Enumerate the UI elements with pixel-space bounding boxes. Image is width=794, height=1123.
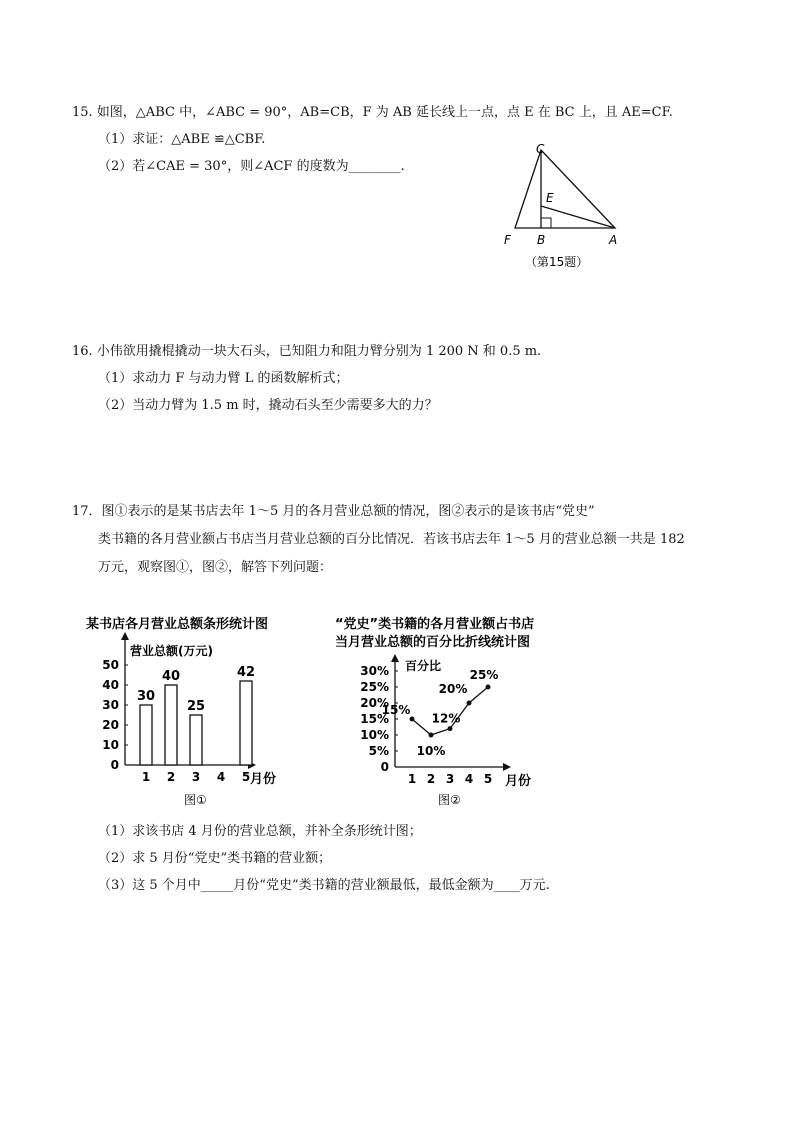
q17-part2: （2）求 5 月份“党史”类书籍的营业额； [98,851,332,866]
figure-caption: （第15题） [525,255,589,269]
label-f: F [504,233,511,247]
q17-part3: （3）这 5 个月中_____月份“党史”类书籍的营业额最低，最低金额为____万元. [98,878,550,893]
line-chart-ylabel: 百分比 [405,659,442,673]
line-x-tick-label: 3 [445,772,455,786]
line-y-tick-label: 15% [360,712,389,726]
bar-x-tick-label: 2 [166,770,176,784]
bar-y-tick-label: 50 [102,658,119,672]
line-x-axis-arrow [503,763,511,771]
line-chart-xlabel: 月份 [505,774,532,789]
label-e: E [546,191,554,205]
bar-data-label: 42 [236,665,256,680]
bar-chart-title: 某书店各月营业总额条形统计图 [86,617,269,632]
q16-stem: 16. 小伟欲用撬棍撬动一块大石头，已知阻力和阻力臂分别为 1 200 N 和 0.5 m. [72,344,542,359]
label-c: C [536,142,545,156]
line-y-tick-label: 0 [380,760,389,774]
line-point [448,726,453,731]
bar-y-tick-label: 40 [102,678,119,692]
line-y-tick-label: 30% [360,664,389,678]
q16-part2: （2）当动力臂为 1.5 m 时，撬动石头至少需要多大的力？ [98,398,438,413]
bar-data-label: 40 [161,669,181,684]
line-data-label: 15% [381,703,411,717]
line-point [429,733,434,738]
q15-part1: （1）求证：△ABE ≌△CBF. [98,132,266,147]
q16-part1: （1）求动力 F 与动力臂 L 的函数解析式； [98,371,349,386]
bar [190,715,202,765]
line-y-axis-arrow [391,654,399,662]
bar-data-label: 25 [186,699,206,714]
bar-chart-xlabel: 月份 [250,772,277,787]
bar-x-tick-label: 1 [141,770,151,784]
bar-chart-ylabel: 营业总额(万元) [130,644,213,658]
line-chart [335,612,575,812]
q15-stem: 15. 如图，△ABC 中，∠ABC = 90°，AB=CB，F 为 AB 延长线上一点，点 E 在 BC 上，且 AE=CF. [72,105,673,120]
bar-x-tick-label: 3 [191,770,201,784]
line-data-label: 10% [416,744,446,758]
q17-stem-line1: 17．图①表示的是某书店去年 1～5 月的各月营业总额的情况，图②表示的是该书店“党史” [72,504,595,519]
triangle-outline [515,150,615,228]
bar-x-tick-label: 4 [216,770,226,784]
line-y-tick-label: 25% [360,680,389,694]
line-x-tick-label: 1 [407,772,417,786]
line-point [467,701,472,706]
right-angle-mark [541,218,551,228]
q17-part1: （1）求该书店 4 月份的营业总额，并补全条形统计图； [98,824,422,839]
label-a: A [609,233,618,247]
line-y-tick-label: 20% [360,696,389,710]
bar-y-tick-label: 10 [102,738,119,752]
label-b: B [537,233,546,247]
line-point [486,685,491,690]
line-y-tick-label: 5% [368,744,389,758]
q15-part2: （2）若∠CAE = 30°，则∠ACF 的度数为________. [98,159,405,174]
bar [165,685,177,765]
line-chart-caption: 图② [438,793,461,807]
line-chart-title-line1: “党史”类书籍的各月营业额占书店 [335,617,535,632]
bar-chart-caption: 图① [184,793,207,807]
line-x-tick-label: 2 [426,772,436,786]
line-data-label: 20% [438,682,468,696]
line-point [410,717,415,722]
bar-y-tick-label: 20 [102,718,119,732]
line-data-label: 25% [469,668,499,682]
line-x-tick-label: 4 [464,772,474,786]
q17-stem-line3: 万元，观察图①，图②，解答下列问题： [98,560,333,575]
bar-y-tick-label: 30 [102,698,119,712]
q15-triangle-figure [495,138,635,278]
line-chart-title-line2: 当月营业总额的百分比折线统计图 [335,635,531,650]
bar-y-axis-arrow [121,632,129,640]
bar-x-tick-label: 5 [241,770,251,784]
bar-data-label: 30 [136,689,156,704]
bar-chart [80,610,320,810]
bar-y-tick-label: 0 [110,758,119,772]
line-y-tick-label: 10% [360,728,389,742]
bar [140,705,152,765]
q17-stem-line2: 类书籍的各月营业额占书店当月营业总额的百分比情况．若该书店去年 1～5 月的营业总额一共是 182 [98,532,685,547]
line-x-tick-label: 5 [483,772,493,786]
line-data-label: 12% [431,711,461,726]
bar [240,681,252,765]
